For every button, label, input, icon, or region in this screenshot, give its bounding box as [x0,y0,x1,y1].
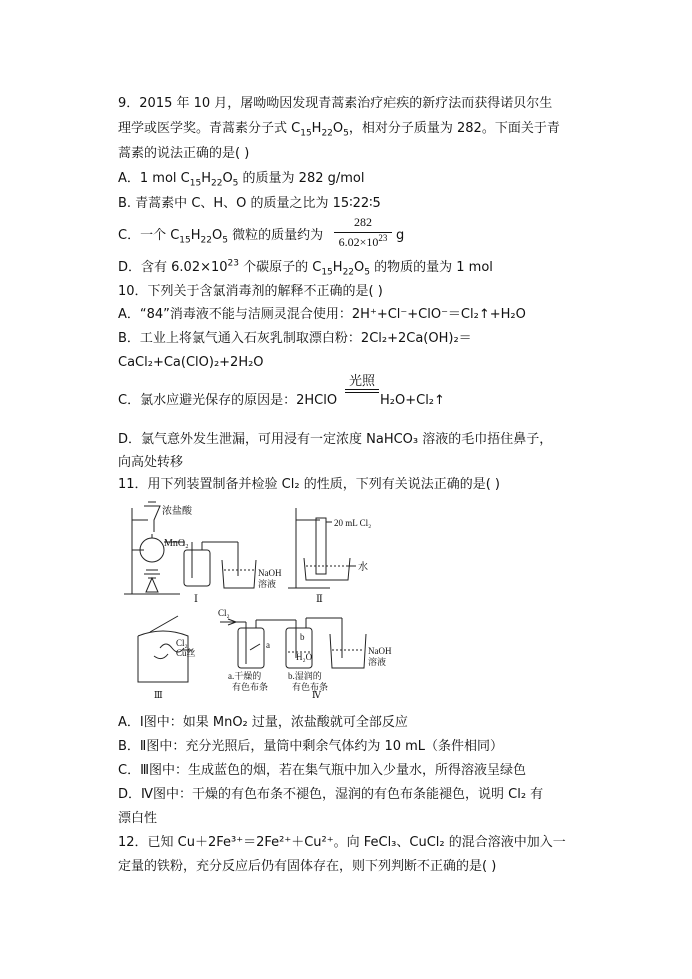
fig-label-b: b [300,632,305,642]
fig-label-wet-1: b.湿润的 [288,671,322,681]
fig-label-a: a [266,640,270,650]
q9-option-c-fraction: 282 $6.02\times 10^{23}$ [334,215,392,250]
fig-label-cl2: Cl₂ [176,638,188,648]
q9-option-c-unit: g [396,228,405,243]
q10-option-c-product: H₂O+Cl₂↑ [380,393,445,408]
fig-label-iv: Ⅳ [312,690,321,698]
q11-apparatus-figure [120,498,560,698]
fig-label-solution: 溶液 [258,579,277,589]
q10-option-c: C．氯水应避光保存的原因是：2HClO [118,393,338,408]
q11-stem: 11．用下列装置制备并检验 Cl₂ 的性质，下列有关说法正确的是( ) [118,477,500,492]
q10-option-d-line2: 向高处转移 [118,455,184,470]
q9-option-d: D．含有 $6.02\times 10^{23}$ 个碳原子的 $C_{15}H_{22}O_5$ 的物质的量为 1 mol [118,258,493,278]
fig-label-iii: Ⅲ [154,690,163,698]
fig-label-mno2: MnO₂ [164,538,189,549]
q12-stem-line1: 12．已知 Cu＋2Fe³⁺＝2Fe²⁺＋Cu²⁺。向 FeCl₃、CuCl₂ 的混合溶液中加入一 [118,835,566,850]
fig-label-cu-wire: Cu丝 [176,648,196,658]
q10-stem: 10．下列关于含氯消毒剂的解释不正确的是( ) [118,284,383,299]
fig-label-solution-2: 溶液 [368,657,387,667]
fig-label-conc-hcl: 浓盐酸 [162,506,192,517]
q9-stem-line3: 蒿素的说法正确的是( ) [118,146,250,161]
q11-option-a: A．Ⅰ图中：如果 MnO₂ 过量，浓盐酸就可全部反应 [118,715,408,730]
q10-option-b-line2: CaCl₂+Ca(ClO)₂+2H₂O [118,355,264,370]
q9-option-c: C．一个 $C_{15}H_{22}O_5$ 微粒的质量约为 [118,228,324,246]
q9-stem-line2: 理学或医学奖。青蒿素分子式 $C_{15}H_{22}O_5$，相对分子质量为 282。下面关于青 [118,121,560,139]
fig-label-h2o: H₂O [296,652,313,662]
q11-option-b: B．Ⅱ图中：充分光照后，量筒中剩余气体约为 10 mL（条件相同） [118,739,504,754]
fig-label-ii: Ⅱ [316,594,323,605]
fig-label-water: 水 [358,562,368,573]
q10-option-b-line1: B．工业上将氯气通入石灰乳制取漂白粉：2Cl₂+2Ca(OH)₂＝ [118,331,472,346]
fig-label-naoh: NaOH [258,568,282,578]
fig-label-naoh-2: NaOH [368,646,392,656]
q9-option-b: B. 青蒿素中 C、H、O 的质量之比为 15∶22∶5 [118,196,381,211]
q11-option-d-line1: D．Ⅳ图中：干燥的有色布条不褪色，湿润的有色布条能褪色，说明 Cl₂ 有 [118,787,544,802]
fig-label-i: Ⅰ [194,594,198,605]
q10-reaction-condition: 光照 [345,374,379,393]
fig-label-dry-1: a.干燥的 [228,671,262,681]
q9-stem-line1: 9．2015 年 10 月，屠呦呦因发现青蒿素治疗疟疾的新疗法而获得诺贝尔生 [118,96,553,111]
q9-option-a: A．1 mol $C_{15}H_{22}O_5$ 的质量为 282 g/mol [118,171,365,189]
q11-option-c: C．Ⅲ图中：生成蓝色的烟，若在集气瓶中加入少量水，所得溶液呈绿色 [118,763,527,778]
fig-label-20ml-cl2: 20 mL Cl₂ [334,518,372,528]
q10-option-a: A．“84”消毒液不能与洁厕灵混合使用：2H⁺+Cl⁻+ClO⁻＝Cl₂↑+H₂O [118,307,526,322]
fig-label-dry-2: 有色布条 [232,682,269,692]
fig-label-cl2-inlet: Cl₂ [218,608,230,618]
q10-option-d-line1: D．氯气意外发生泄漏，可用浸有一定浓度 NaHCO₃ 溶液的毛巾捂住鼻子， [118,432,553,447]
fig-label-wet-2: 有色布条 [292,682,329,692]
q12-stem-line2: 定量的铁粉，充分反应后仍有固体存在，则下列判断不正确的是( ) [118,859,497,874]
q11-option-d-line2: 漂白性 [118,811,158,826]
